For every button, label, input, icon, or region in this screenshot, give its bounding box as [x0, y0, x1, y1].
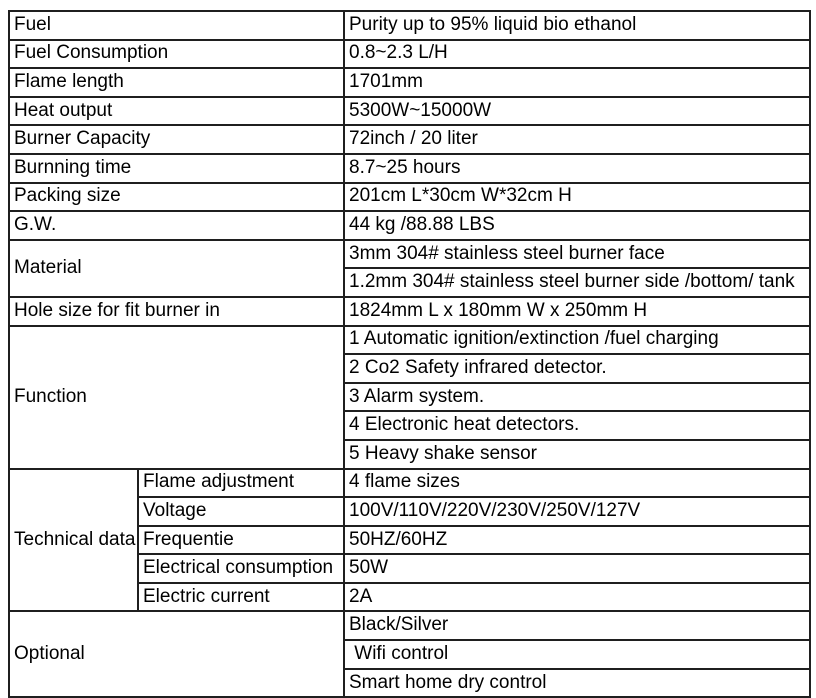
row-label-flame-length: Flame length: [9, 68, 344, 97]
row-value-fuel-consumption: 0.8~2.3 L/H: [344, 40, 810, 69]
row-sublabel-electrical-consumption: Electrical consumption: [138, 554, 344, 583]
row-sublabel-flame-adjustment: Flame adjustment: [138, 469, 344, 498]
row-value-optional-wifi: Wifi control: [344, 640, 810, 669]
row-value-voltage: 100V/110V/220V/230V/250V/127V: [344, 497, 810, 526]
row-label-packing-size: Packing size: [9, 183, 344, 212]
row-sublabel-electric-current: Electric current: [138, 583, 344, 612]
table-row-fuel-consumption: [9, 40, 810, 69]
row-label-material: Material: [9, 240, 344, 297]
table-row-material-1: [9, 240, 810, 269]
row-value-optional-color: Black/Silver: [344, 611, 810, 640]
row-value-function-5: 5 Heavy shake sensor: [344, 440, 810, 469]
table-row-fuel: [9, 11, 810, 40]
table-row-flame-length: [9, 68, 810, 97]
row-label-function: Function: [9, 326, 344, 469]
row-value-function-2: 2 Co2 Safety infrared detector.: [344, 354, 810, 383]
table-row-technical-1: [9, 469, 810, 498]
row-label-heat-output: Heat output: [9, 97, 344, 126]
row-value-hole-size: 1824mm L x 180mm W x 250mm H: [344, 297, 810, 326]
row-value-material-side: 1.2mm 304# stainless steel burner side /bottom/ tank: [344, 268, 810, 297]
row-value-burner-capacity: 72inch / 20 liter: [344, 125, 810, 154]
spec-table: [8, 10, 811, 698]
row-label-hole-size: Hole size for fit burner in: [9, 297, 344, 326]
row-value-function-4: 4 Electronic heat detectors.: [344, 411, 810, 440]
row-sublabel-frequentie: Frequentie: [138, 526, 344, 555]
row-value-material-face: 3mm 304# stainless steel burner face: [344, 240, 810, 269]
row-value-function-1: 1 Automatic ignition/extinction /fuel charging: [344, 326, 810, 355]
row-value-gw: 44 kg /88.88 LBS: [344, 211, 810, 240]
row-label-gw: G.W.: [9, 211, 344, 240]
row-value-electric-current: 2A: [344, 583, 810, 612]
row-value-fuel: Purity up to 95% liquid bio ethanol: [344, 11, 810, 40]
row-label-burnning-time: Burnning time: [9, 154, 344, 183]
row-label-fuel-consumption: Fuel Consumption: [9, 40, 344, 69]
row-value-optional-smart-home: Smart home dry control: [344, 669, 810, 698]
table-row-hole-size: [9, 297, 810, 326]
row-sublabel-voltage: Voltage: [138, 497, 344, 526]
row-value-electrical-consumption: 50W: [344, 554, 810, 583]
table-row-gw: [9, 211, 810, 240]
row-label-technical-data: Technical data: [9, 469, 138, 612]
table-row-burnning-time: [9, 154, 810, 183]
row-label-burner-capacity: Burner Capacity: [9, 125, 344, 154]
row-value-function-3: 3 Alarm system.: [344, 383, 810, 412]
table-row-function-1: [9, 326, 810, 355]
table-row-optional-1: [9, 611, 810, 640]
row-label-fuel: Fuel: [9, 11, 344, 40]
row-value-flame-length: 1701mm: [344, 68, 810, 97]
row-value-flame-adjustment: 4 flame sizes: [344, 469, 810, 498]
table-row-heat-output: [9, 97, 810, 126]
row-value-frequentie: 50HZ/60HZ: [344, 526, 810, 555]
row-value-packing-size: 201cm L*30cm W*32cm H: [344, 183, 810, 212]
table-row-packing-size: [9, 183, 810, 212]
row-value-heat-output: 5300W~15000W: [344, 97, 810, 126]
row-value-burnning-time: 8.7~25 hours: [344, 154, 810, 183]
table-row-burner-capacity: [9, 125, 810, 154]
row-label-optional: Optional: [9, 611, 344, 697]
